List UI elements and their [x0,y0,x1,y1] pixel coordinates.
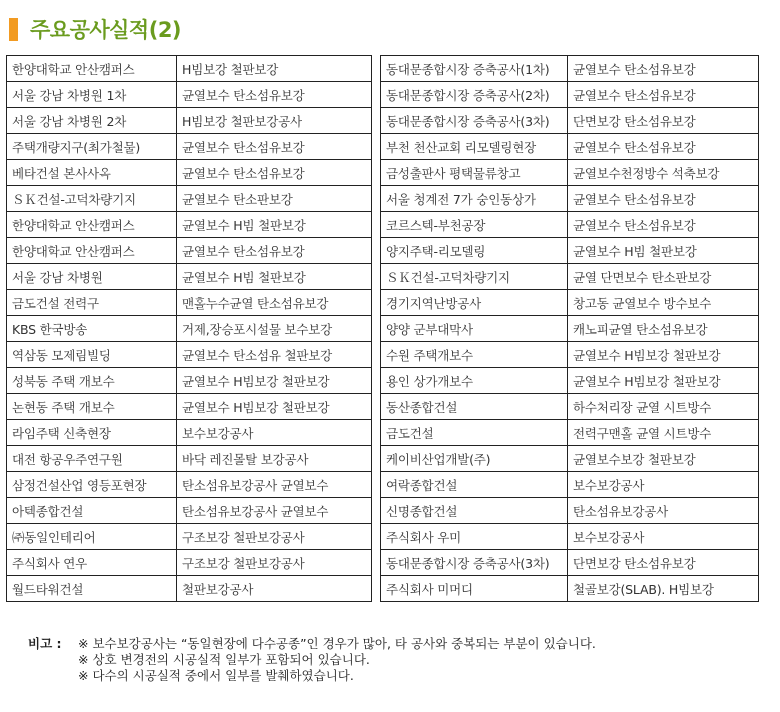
work-type-cell: 균열보수보강 철판보강 [568,446,759,472]
project-name-cell: 케이비산업개발(주) [381,446,568,472]
note-text: ※ 다수의 시공실적 중에서 일부를 발췌하였습니다. [78,668,354,683]
work-type-cell: 균열보수 탄소판보강 [177,186,372,212]
table-row [7,420,372,446]
table-row [7,368,372,394]
project-name-cell: 동대문종합시장 증축공사(1차) [381,56,568,82]
work-type-cell: 캐노피균열 탄소섬유보강 [568,316,759,342]
table-row [381,368,759,394]
work-type-cell: 단면보강 탄소섬유보강 [568,108,759,134]
work-type-cell: 단면보강 탄소섬유보강 [568,550,759,576]
title-accent-bar [9,18,18,41]
project-name-cell: 서울 강남 차병원 [7,264,177,290]
work-type-cell: 구조보강 철판보강공사 [177,524,372,550]
table-row [381,56,759,82]
work-type-cell: 탄소섬유보강공사 균열보수 [177,498,372,524]
table-row [7,316,372,342]
work-type-cell: 균열보수 H빔보강 철판보강 [177,394,372,420]
project-name-cell: 역삼동 모제림빌딩 [7,342,177,368]
table-row [381,264,759,290]
project-name-cell: 대전 항공우주연구원 [7,446,177,472]
work-type-cell: 전력구맨홀 균열 시트방수 [568,420,759,446]
table-row [381,108,759,134]
table-row [7,290,372,316]
work-type-cell: 균열보수 탄소섬유보강 [177,160,372,186]
work-type-cell: 균열보수천정방수 석축보강 [568,160,759,186]
project-name-cell: ㈜동일인테리어 [7,524,177,550]
work-type-cell: 철판보강공사 [177,576,372,602]
project-name-cell: 서울 청계전 7가 숭인동상가 [381,186,568,212]
table-row [7,238,372,264]
project-name-cell: KBS 한국방송 [7,316,177,342]
work-type-cell: 구조보강 철판보강공사 [177,550,372,576]
works-table-right [380,55,759,602]
project-name-cell: 한양대학교 안산캠퍼스 [7,56,177,82]
work-type-cell: 균열보수 탄소섬유보강 [177,238,372,264]
work-type-cell: 균열보수 H빔 철판보강 [177,264,372,290]
work-type-cell: 균열보수 탄소섬유보강 [177,134,372,160]
project-name-cell: 금도건설 전력구 [7,290,177,316]
table-row [381,134,759,160]
project-name-cell: 논현동 주택 개보수 [7,394,177,420]
table-row [7,108,372,134]
work-type-cell: 보수보강공사 [568,524,759,550]
work-type-cell: 보수보강공사 [568,472,759,498]
work-type-cell: 창고동 균열보수 방수보수 [568,290,759,316]
notes-label: 비고 : [28,636,62,651]
work-type-cell: 균열보수 탄소섬유보강 [568,186,759,212]
table-row [7,524,372,550]
note-line [28,652,596,668]
project-name-cell: 동대문종합시장 증축공사(3차) [381,108,568,134]
works-table-left [6,55,372,602]
table-row [7,550,372,576]
work-type-cell: 균열보수 H빔 철판보강 [568,238,759,264]
project-name-cell: 아텍종합건설 [7,498,177,524]
work-type-cell: 균열보수 탄소섬유보강 [568,134,759,160]
project-name-cell: 한양대학교 안산캠퍼스 [7,212,177,238]
table-row [7,186,372,212]
work-type-cell: H빔보강 철판보강 [177,56,372,82]
work-type-cell: 균열보수 H빔보강 철판보강 [177,368,372,394]
work-type-cell: 철골보강(SLAB). H빔보강 [568,576,759,602]
project-name-cell: 주식회사 우미 [381,524,568,550]
table-row [381,186,759,212]
work-type-cell: 균열보수 탄소섬유보강 [568,212,759,238]
table-row [381,316,759,342]
table-row [7,56,372,82]
table-row [7,576,372,602]
project-name-cell: 동산종합건설 [381,394,568,420]
work-type-cell: 탄소섬유보강공사 균열보수 [177,472,372,498]
table-row [7,498,372,524]
project-name-cell: 주식회사 미머디 [381,576,568,602]
table-row [7,212,372,238]
project-name-cell: 수원 주택개보수 [381,342,568,368]
work-type-cell: 바닥 레진몰탈 보강공사 [177,446,372,472]
project-name-cell: 부천 천산교회 리모델링현장 [381,134,568,160]
work-type-cell: 균열보수 탄소섬유보강 [568,56,759,82]
note-line [28,636,596,652]
table-row [7,160,372,186]
work-type-cell: 탄소섬유보강공사 [568,498,759,524]
project-name-cell: 삼정건설산업 영등포현장 [7,472,177,498]
note-line [28,668,596,684]
table-row [381,524,759,550]
work-type-cell: 하수처리장 균열 시트방수 [568,394,759,420]
work-type-cell: 균열보수 H빔보강 철판보강 [568,342,759,368]
project-name-cell: 양양 군부대막사 [381,316,568,342]
table-row [7,342,372,368]
work-type-cell: H빔보강 철판보강공사 [177,108,372,134]
project-name-cell: 용인 상가개보수 [381,368,568,394]
table-row [7,134,372,160]
table-row [381,576,759,602]
table-row [7,264,372,290]
table-row [381,342,759,368]
note-text: ※ 상호 변경전의 시공실적 일부가 포함되어 있습니다. [78,652,370,667]
work-type-cell: 균열 단면보수 탄소판보강 [568,264,759,290]
work-type-cell: 보수보강공사 [177,420,372,446]
page-header [9,14,181,44]
project-name-cell: 동대문종합시장 증축공사(2차) [381,82,568,108]
table-row [7,82,372,108]
project-name-cell: 서울 강남 차병원 1차 [7,82,177,108]
work-type-cell: 거제,장승포시설물 보수보강 [177,316,372,342]
project-name-cell: 서울 강남 차병원 2차 [7,108,177,134]
table-row [381,550,759,576]
project-name-cell: 주식회사 연우 [7,550,177,576]
work-type-cell: 균열보수 탄소섬유 철판보강 [177,342,372,368]
project-name-cell: 경기지역난방공사 [381,290,568,316]
project-name-cell: ＳＫ건설-고덕차량기지 [381,264,568,290]
project-name-cell: 신명종합건설 [381,498,568,524]
table-row [381,82,759,108]
page-title: 주요공사실적(2) [30,18,182,42]
work-type-cell: 균열보수 탄소섬유보강 [568,82,759,108]
work-type-cell: 균열보수 H빔보강 철판보강 [568,368,759,394]
project-name-cell: ＳＫ건설-고덕차량기지 [7,186,177,212]
table-row [381,160,759,186]
table-row [381,394,759,420]
table-row [381,446,759,472]
project-name-cell: 성북동 주택 개보수 [7,368,177,394]
project-name-cell: 동대문종합시장 증축공사(3차) [381,550,568,576]
table-row [381,212,759,238]
project-name-cell: 베타건설 본사사옥 [7,160,177,186]
work-type-cell: 균열보수 탄소섬유보강 [177,82,372,108]
project-name-cell: 양지주택-리모델링 [381,238,568,264]
work-type-cell: 맨홀누수균열 탄소섬유보강 [177,290,372,316]
table-row [381,290,759,316]
table-row [7,394,372,420]
project-name-cell: 한양대학교 안산캠퍼스 [7,238,177,264]
table-row [7,472,372,498]
table-row [381,472,759,498]
project-name-cell: 코르스텍-부천공장 [381,212,568,238]
project-name-cell: 여락종합건설 [381,472,568,498]
notes-section [28,636,596,684]
project-name-cell: 라임주택 신축현장 [7,420,177,446]
table-row [381,498,759,524]
table-row [7,446,372,472]
project-name-cell: 금도건설 [381,420,568,446]
table-row [381,420,759,446]
project-name-cell: 주택개량지구(최가철물) [7,134,177,160]
note-text: ※ 보수보강공사는 “동일현장에 다수공종”인 경우가 많아, 타 공사와 중복되는 부분이 있습니다. [78,636,596,651]
project-name-cell: 월드타워건설 [7,576,177,602]
table-row [381,238,759,264]
project-name-cell: 금성출판사 평택물류창고 [381,160,568,186]
work-type-cell: 균열보수 H빔 철판보강 [177,212,372,238]
